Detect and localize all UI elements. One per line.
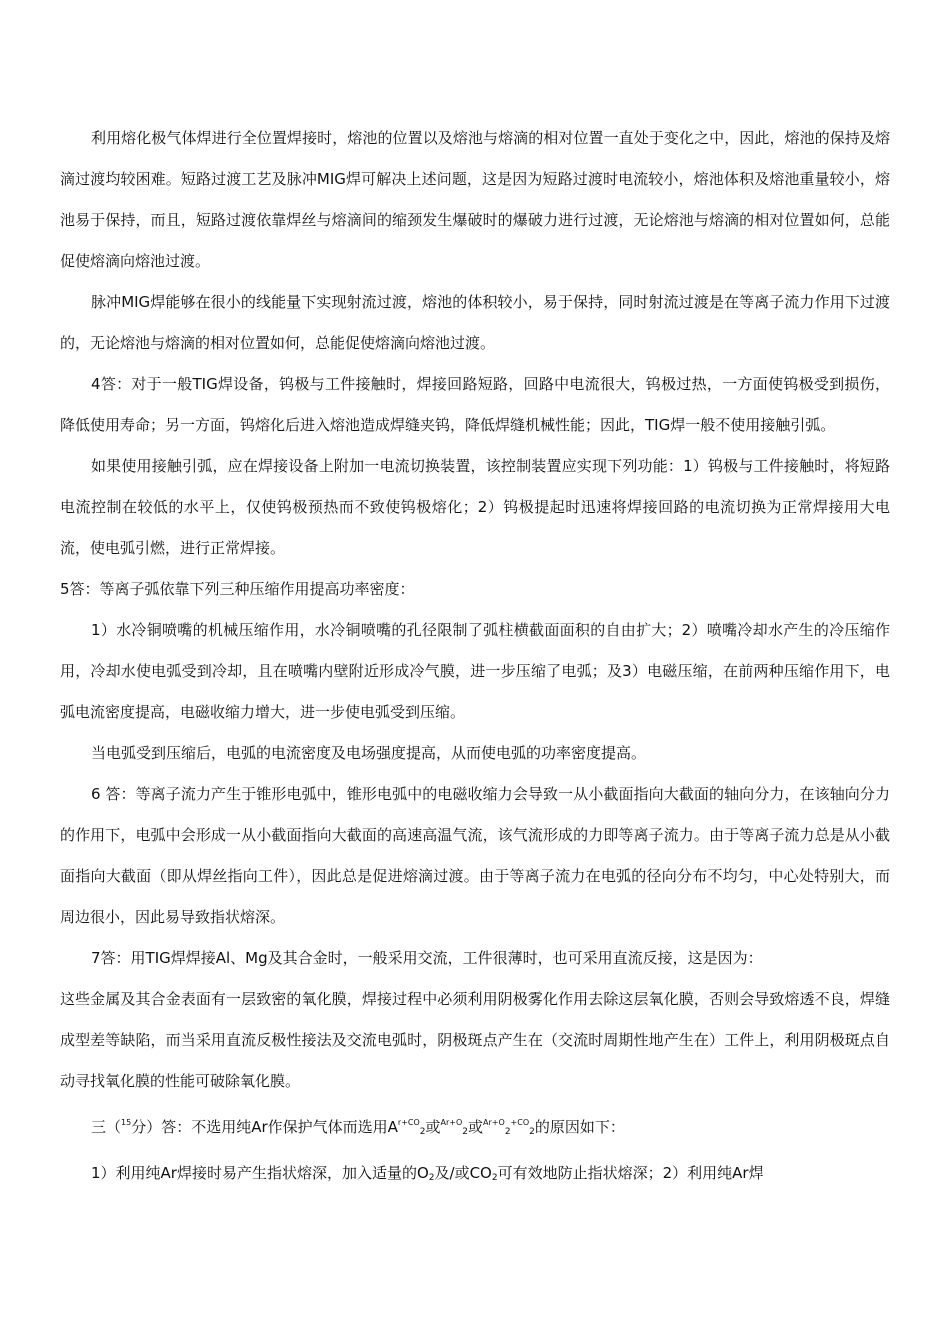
section-3-mid: 分）答：不选用纯Ar作保护气体而选用A	[131, 1118, 398, 1136]
paragraph-power-density: 当电弧受到压缩后，电弧的电流密度及电场强度提高，从而使电弧的功率密度提高。	[91, 744, 647, 762]
gas-mix-2-sub: 2	[462, 1127, 469, 1137]
or-2: 或	[468, 1118, 484, 1136]
paragraph-pure-argon	[60, 1153, 890, 1199]
section-3-lead: 三（	[91, 1118, 122, 1136]
gas-mix-3-sup-2: +CO	[510, 1118, 530, 1127]
co2-subscript: 2	[491, 1173, 498, 1183]
gas-mix-2-sup: Ar+O	[440, 1118, 463, 1127]
paragraph-answer-5: 5答：等离子弧依靠下列三种压缩作用提高功率密度：	[60, 580, 415, 598]
paragraph-position-welding: 利用熔化极气体焊进行全位置焊接时，熔池的位置以及熔池与熔滴的相对位置一直处于变化之中，因此，熔池的保持及熔滴过渡均较困难。短路过渡工艺及脉冲MIG焊可解决上述问题，这是因为短路过渡时电流较小，熔池体积及熔池重量较小，熔池易于保持，而且，短路过渡依靠焊丝与熔滴间的缩颈发生爆破时的爆破力进行过渡，无论熔池与熔滴的相对位置如何，总能促使熔滴向熔池过渡。	[60, 129, 890, 270]
paragraph-compression-effects: 1）水冷铜喷嘴的机械压缩作用，水冷铜喷嘴的孔径限制了弧柱横截面面积的自由扩大；2）喷嘴冷却水产生的冷压缩作用，冷却水使电弧受到冷却，且在喷嘴内壁附近形成冷气膜，进一步压缩了电弧；及3）电磁压缩，在前两种压缩作用下，电弧电流密度提高，电磁收缩力增大，进一步使电弧受到压缩。	[60, 621, 890, 721]
paragraph-answer-6: 6 答：等离子流力产生于锥形电弧中，锥形电弧中的电磁收缩力会导致一从小截面指向大截面的轴向分力，在该轴向分力的作用下，电弧中会形成一从小截面指向大截面的高速高温气流，该气流形成的力即等离子流力。由于等离子流力总是从小截面指向大截面（即从焊丝指向工件），因此总是促进熔滴过渡。由于等离子流力在电弧的径向分布不均匀，中心处特别大，而周边很小，因此易导致指状熔深。	[60, 785, 890, 926]
pure-argon-part-3: 可有效地防止指状熔深；2）利用纯Ar焊	[497, 1164, 764, 1182]
paragraph-section-3-answer	[60, 1102, 890, 1153]
document-body	[60, 118, 890, 1199]
oxygen-subscript: 2	[428, 1173, 435, 1183]
gas-mix-1-sub: 2	[419, 1127, 426, 1137]
paragraph-pulsed-mig: 脉冲MIG焊能够在很小的线能量下实现射流过渡，熔池的体积较小，易于保持，同时射流过渡是在等离子流力作用下过渡的，无论熔池与熔滴的相对位置如何，总能促使熔滴向熔池过渡。	[60, 293, 890, 352]
score-superscript: 15	[121, 1118, 132, 1127]
gas-mix-3-sub: 2	[504, 1127, 511, 1137]
paragraph-answer-7: 7答：用TIG焊焊接Al、Mg及其合金时，一般采用交流，工件很薄时，也可采用直流反接，这是因为：	[91, 949, 763, 967]
paragraph-oxide-film: 这些金属及其合金表面有一层致密的氧化膜，焊接过程中必须利用阴极雾化作用去除这层氧化膜，否则会导致熔透不良，焊缝成型差等缺陷，而当采用直流反极性接法及交流电弧时，阴极斑点产生在（交流时周期性地产生在）工件上，利用阴极斑点自动寻找氧化膜的性能可破除氧化膜。	[60, 990, 890, 1090]
paragraph-contact-arc-start: 如果使用接触引弧，应在焊接设备上附加一电流切换装置，该控制装置应实现下列功能：1）钨极与工件接触时，将短路电流控制在较低的水平上，仅使钨极预热而不致使钨极熔化；2）钨极提起时迅速将焊接回路的电流切换为正常焊接用大电流，使电弧引燃，进行正常焊接。	[60, 457, 890, 557]
section-3-tail: 的原因如下：	[534, 1118, 625, 1136]
or-1: 或	[425, 1118, 441, 1136]
gas-mix-1-sup: r+CO	[397, 1118, 420, 1127]
pure-argon-part-2: 及/或CO	[434, 1164, 492, 1182]
paragraph-answer-4: 4答：对于一般TIG焊设备，钨极与工件接触时，焊接回路短路，回路中电流很大，钨极过热，一方面使钨极受到损伤，降低使用寿命；另一方面，钨熔化后进入熔池造成焊缝夹钨，降低焊缝机械性能；因此，TIG焊一般不使用接触引弧。	[60, 375, 890, 434]
pure-argon-part-1: 1）利用纯Ar焊接时易产生指状熔深，加入适量的O	[91, 1164, 429, 1182]
gas-mix-3-sub-2: 2	[529, 1127, 535, 1137]
gas-mix-3-sup: Ar+O	[483, 1118, 505, 1127]
